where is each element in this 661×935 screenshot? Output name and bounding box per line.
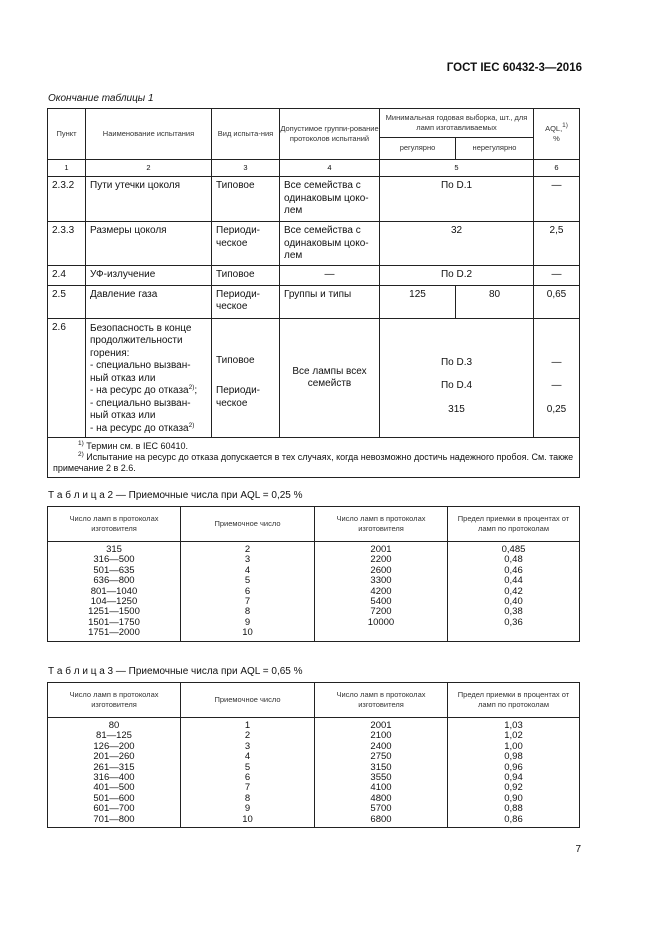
test-name-line bbox=[90, 385, 207, 398]
test-name bbox=[86, 318, 212, 438]
lamp-count-column-2 bbox=[315, 542, 448, 642]
footnote-ref: 2) bbox=[188, 421, 195, 429]
cell: 3 bbox=[244, 740, 251, 752]
cell: 2750 bbox=[370, 751, 392, 763]
cell: 10 bbox=[242, 813, 253, 825]
cell: 2400 bbox=[370, 740, 392, 752]
cell: 5 bbox=[244, 575, 251, 587]
grouping: Все лампы всех семейств bbox=[280, 318, 380, 438]
header-aql-label: AQL, bbox=[545, 123, 563, 133]
acceptance-number-column bbox=[181, 542, 315, 642]
acceptance-limit-column bbox=[448, 542, 580, 642]
header-lamp-count: Число ламп в протоколах изготовителя bbox=[315, 683, 448, 718]
test-name-line: Безопасность в конце продолжительности горения: bbox=[90, 322, 192, 359]
aql: — bbox=[534, 177, 580, 222]
cell: 601—700 bbox=[93, 803, 135, 815]
cell: 1,00 bbox=[504, 740, 523, 752]
grouping: Все семейства с одинаковым цоко-лем bbox=[280, 222, 380, 266]
cell: 10000 bbox=[367, 616, 395, 628]
cell: 7200 bbox=[370, 606, 392, 618]
cell: 1 bbox=[244, 720, 251, 731]
lamp-count-column-2 bbox=[315, 718, 448, 828]
clause: 2.5 bbox=[48, 285, 86, 318]
cell: 261—315 bbox=[93, 761, 135, 773]
test-name: Размеры цоколя bbox=[86, 222, 212, 266]
cell: 0,44 bbox=[504, 575, 523, 587]
table1-caption: Окончание таблицы 1 bbox=[48, 93, 154, 104]
cell: 316—400 bbox=[93, 771, 135, 783]
header-lamp-count: Число ламп в протоколах изготовителя bbox=[48, 683, 181, 718]
cell: 8 bbox=[244, 606, 251, 618]
test-kind: Периоди-ческое bbox=[212, 222, 280, 266]
aql-1: — bbox=[551, 356, 562, 368]
header-aql bbox=[534, 109, 580, 160]
cell: 201—260 bbox=[93, 751, 135, 763]
aql-3: 0,25 bbox=[546, 403, 567, 415]
sample-d3: По D.3 bbox=[440, 356, 473, 368]
cell: 3550 bbox=[370, 771, 392, 783]
sample-irregular: 80 bbox=[456, 285, 534, 318]
cell: 0,40 bbox=[504, 595, 523, 607]
cell: 1751—2000 bbox=[88, 627, 140, 639]
header-aql-sup: 1) bbox=[562, 121, 568, 129]
cell: 0,485 bbox=[501, 544, 526, 555]
header-acceptance-limit: Предел приемки в процентах от ламп по протоколам bbox=[448, 507, 580, 542]
table1 bbox=[47, 108, 580, 478]
grouping: — bbox=[280, 265, 380, 285]
cell: 3150 bbox=[370, 761, 392, 773]
header-min-sample: Минимальная годовая выборка, шт., для ламп изготавливаемых bbox=[380, 109, 534, 138]
cell: 4100 bbox=[370, 782, 392, 794]
cell: 4 bbox=[244, 751, 251, 763]
cell: 104—1250 bbox=[90, 595, 138, 607]
cell: 0,42 bbox=[504, 585, 523, 597]
cell: 801—1040 bbox=[90, 585, 138, 597]
footnote-mark: 1) bbox=[78, 440, 84, 447]
test-name-line: - специально вызван-ный отказ или bbox=[90, 360, 191, 384]
cell: 0,38 bbox=[504, 606, 523, 618]
lamp-count-column bbox=[48, 718, 181, 828]
cell: 0,98 bbox=[504, 751, 523, 763]
test-name-text: - на ресурс до отказа bbox=[90, 422, 189, 434]
footnotes bbox=[48, 438, 580, 478]
clause: 2.3.3 bbox=[48, 222, 86, 266]
test-name: Пути утечки цоколя bbox=[86, 177, 212, 222]
sample-315: 315 bbox=[448, 403, 465, 415]
cell: 2200 bbox=[370, 554, 392, 566]
cell: 7 bbox=[244, 595, 251, 607]
grouping: Группы и типы bbox=[280, 285, 380, 318]
header-grouping: Допустимое группи-рование протоколов испытаний bbox=[280, 109, 380, 160]
test-name-line bbox=[90, 423, 207, 436]
cell: 0,36 bbox=[504, 616, 523, 628]
aql: — bbox=[534, 265, 580, 285]
col-number: 6 bbox=[534, 160, 580, 177]
cell: 0,88 bbox=[504, 803, 523, 815]
aql: 2,5 bbox=[534, 222, 580, 266]
lamp-count-column bbox=[48, 542, 181, 642]
footnote-2 bbox=[53, 452, 574, 474]
document-title: ГОСТ IEC 60432-3—2016 bbox=[446, 62, 582, 74]
table2 bbox=[47, 506, 580, 642]
test-name: УФ-излучение bbox=[86, 265, 212, 285]
cell: 1251—1500 bbox=[88, 606, 140, 618]
test-kind bbox=[212, 318, 280, 438]
header-lamp-count: Число ламп в протоколах изготовителя bbox=[48, 507, 181, 542]
cell: 0,48 bbox=[504, 554, 523, 566]
table3 bbox=[47, 682, 580, 828]
cell: 2 bbox=[244, 730, 251, 742]
sample: По D.1 bbox=[380, 177, 534, 222]
header-irregular: нерегулярно bbox=[456, 138, 534, 160]
header-aql-unit: % bbox=[553, 134, 560, 143]
test-name-text: - на ресурс до отказа bbox=[90, 385, 189, 396]
cell: 0,46 bbox=[504, 564, 523, 576]
col-number: 2 bbox=[86, 160, 212, 177]
aql: 0,65 bbox=[534, 285, 580, 318]
test-kind-periodic: Периоди-ческое bbox=[216, 385, 260, 409]
col-number: 5 bbox=[380, 160, 534, 177]
col-number: 3 bbox=[212, 160, 280, 177]
acceptance-limit-column bbox=[448, 718, 580, 828]
cell: 1,02 bbox=[504, 730, 523, 742]
clause: 2.3.2 bbox=[48, 177, 86, 222]
cell: 6 bbox=[244, 771, 251, 783]
cell: 2 bbox=[244, 544, 251, 555]
cell: 0,94 bbox=[504, 771, 523, 783]
cell: 5700 bbox=[370, 803, 392, 815]
table-row bbox=[48, 265, 580, 285]
table2-caption: Т а б л и ц а 2 — Приемочные числа при AQL = 0,25 % bbox=[48, 490, 303, 501]
cell: 3300 bbox=[370, 575, 392, 587]
grouping: Все семейства с одинаковым цоко-лем bbox=[280, 177, 380, 222]
col-number: 4 bbox=[280, 160, 380, 177]
test-kind-type: Типовое bbox=[216, 354, 255, 366]
cell: 0,96 bbox=[504, 761, 523, 773]
cell: 81—125 bbox=[96, 730, 132, 742]
sample-d4: По D.4 bbox=[440, 380, 473, 391]
cell: 5400 bbox=[370, 595, 392, 607]
table-row bbox=[48, 177, 580, 222]
cell: 315 bbox=[106, 544, 122, 555]
clause: 2.6 bbox=[48, 318, 86, 438]
footnote-1 bbox=[53, 441, 574, 452]
header-regular: регулярно bbox=[380, 138, 456, 160]
cell: 636—800 bbox=[93, 575, 135, 587]
header-test-kind: Вид испыта-ния bbox=[212, 109, 280, 160]
aql bbox=[534, 318, 580, 438]
footnote-text: Испытание на ресурс до отказа допускается в тех случаях, когда невозможно достичь надежного пробоя. См. также примечание 2 в 2.6. bbox=[53, 452, 574, 473]
table-row bbox=[48, 285, 580, 318]
sample bbox=[380, 318, 534, 438]
cell: 6 bbox=[244, 585, 251, 597]
sample: 32 bbox=[380, 222, 534, 266]
footnote-ref: 2) bbox=[188, 384, 195, 391]
cell: 5 bbox=[244, 761, 251, 773]
test-name-tail: ; bbox=[194, 385, 198, 396]
cell: 3 bbox=[244, 554, 251, 566]
header-clause: Пункт bbox=[48, 109, 86, 160]
cell: 4200 bbox=[370, 585, 392, 597]
test-kind: Типовое bbox=[212, 177, 280, 222]
clause: 2.4 bbox=[48, 265, 86, 285]
footnote-text: Термин см. в IEC 60410. bbox=[83, 441, 188, 451]
aql-2: — bbox=[551, 380, 562, 391]
cell: 0,90 bbox=[504, 792, 523, 804]
header-acceptance-number: Приемочное число bbox=[181, 507, 315, 542]
header-acceptance-number: Приемочное число bbox=[181, 683, 315, 718]
cell: 8 bbox=[244, 792, 251, 804]
cell: 7 bbox=[244, 782, 251, 794]
cell: 4800 bbox=[370, 792, 392, 804]
header-acceptance-limit: Предел приемки в процентах от ламп по протоколам bbox=[448, 683, 580, 718]
cell: 1501—1750 bbox=[88, 616, 140, 628]
sample: По D.2 bbox=[380, 265, 534, 285]
footnote-row bbox=[48, 438, 580, 478]
cell: 2100 bbox=[370, 730, 392, 742]
cell: 701—800 bbox=[93, 813, 135, 825]
cell: 501—635 bbox=[93, 564, 135, 576]
cell: 2001 bbox=[370, 544, 392, 555]
cell: 9 bbox=[244, 803, 251, 815]
table3-caption: Т а б л и ц а 3 — Приемочные числа при AQL = 0,65 % bbox=[48, 666, 303, 677]
cell: 9 bbox=[244, 616, 251, 628]
test-kind: Периоди-ческое bbox=[212, 285, 280, 318]
header-test-name: Наименование испытания bbox=[86, 109, 212, 160]
cell: 6800 bbox=[370, 813, 392, 825]
footnote-mark: 2) bbox=[78, 451, 84, 458]
table-row bbox=[48, 222, 580, 266]
header-lamp-count: Число ламп в протоколах изготовителя bbox=[315, 507, 448, 542]
cell: 2001 bbox=[370, 720, 392, 731]
page-number: 7 bbox=[575, 844, 581, 855]
cell: 2600 bbox=[370, 564, 392, 576]
cell: 1,03 bbox=[504, 720, 523, 731]
col-number: 1 bbox=[48, 160, 86, 177]
cell: 10 bbox=[242, 627, 253, 639]
cell: 80 bbox=[108, 720, 120, 731]
test-name: Давление газа bbox=[86, 285, 212, 318]
acceptance-number-column bbox=[181, 718, 315, 828]
cell: 126—200 bbox=[93, 740, 135, 752]
cell: 0,86 bbox=[504, 813, 523, 825]
cell: 401—500 bbox=[93, 782, 135, 794]
table-row bbox=[48, 318, 580, 438]
cell: 4 bbox=[244, 564, 251, 576]
cell: 316—500 bbox=[93, 554, 135, 566]
sample-regular: 125 bbox=[380, 285, 456, 318]
cell: 0,92 bbox=[504, 782, 523, 794]
test-kind: Типовое bbox=[212, 265, 280, 285]
cell: 501—600 bbox=[93, 792, 135, 804]
test-name-line: - специально вызван-ный отказ или bbox=[90, 397, 191, 421]
